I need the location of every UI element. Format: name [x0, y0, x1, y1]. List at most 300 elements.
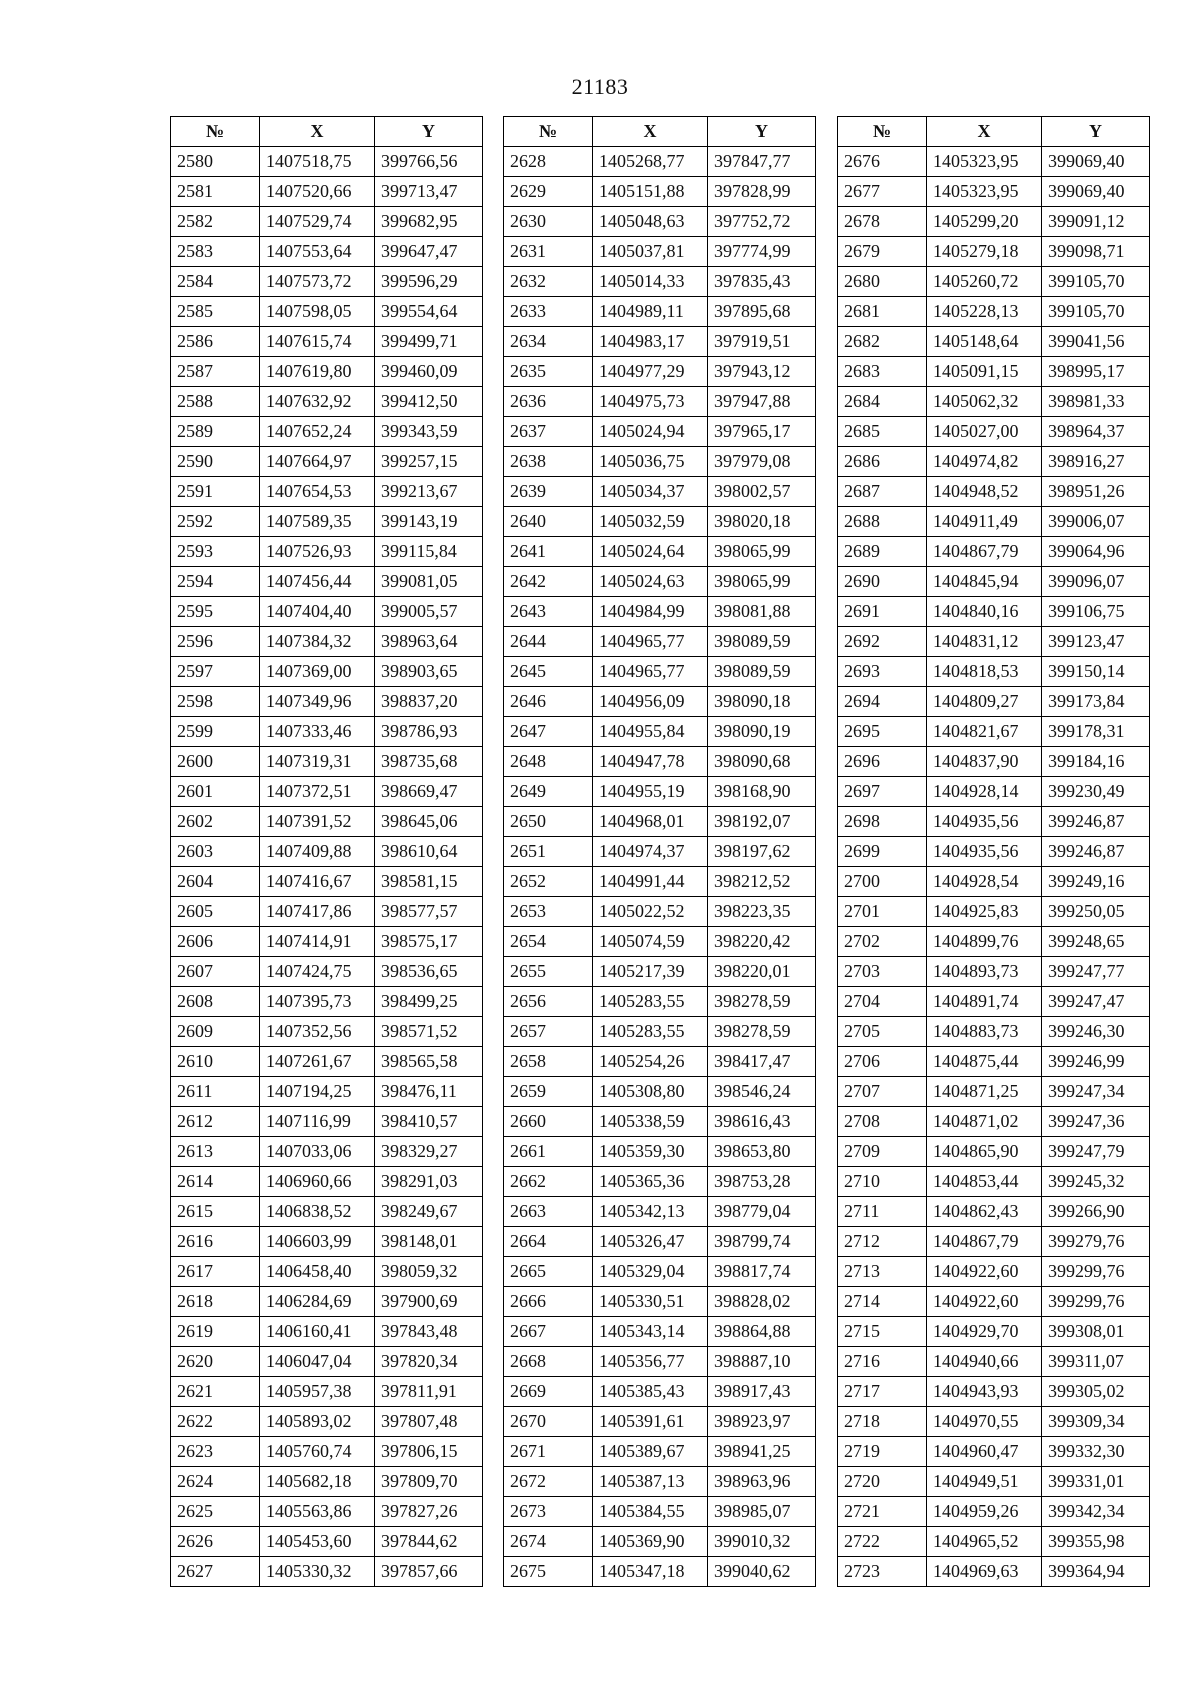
cell-x: 1405389,67 [593, 1437, 708, 1467]
table-row [838, 147, 1150, 177]
cell-num: 2615 [171, 1197, 260, 1227]
cell-x: 1407372,51 [260, 777, 375, 807]
cell-y: 397943,12 [708, 357, 816, 387]
cell-y: 397843,48 [375, 1317, 483, 1347]
cell-y: 399266,90 [1042, 1197, 1150, 1227]
table-row [838, 1047, 1150, 1077]
cell-y: 398916,27 [1042, 447, 1150, 477]
table-row [838, 1317, 1150, 1347]
cell-num: 2669 [504, 1377, 593, 1407]
table-row [171, 1227, 483, 1257]
cell-y: 398575,17 [375, 927, 483, 957]
cell-num: 2674 [504, 1527, 593, 1557]
cell-x: 1405228,13 [927, 297, 1042, 327]
table-row [171, 1527, 483, 1557]
table-row [504, 1557, 816, 1587]
table-row [838, 807, 1150, 837]
header-x: X [260, 117, 375, 147]
cell-num: 2606 [171, 927, 260, 957]
table-row [838, 297, 1150, 327]
cell-num: 2641 [504, 537, 593, 567]
table-row [838, 927, 1150, 957]
cell-y: 398089,59 [708, 627, 816, 657]
cell-num: 2713 [838, 1257, 927, 1287]
cell-num: 2622 [171, 1407, 260, 1437]
table-row [504, 987, 816, 1017]
cell-x: 1407033,06 [260, 1137, 375, 1167]
table-row [504, 1167, 816, 1197]
table-row [838, 687, 1150, 717]
cell-x: 1404929,70 [927, 1317, 1042, 1347]
cell-num: 2683 [838, 357, 927, 387]
cell-y: 398963,64 [375, 627, 483, 657]
cell-num: 2616 [171, 1227, 260, 1257]
cell-x: 1404940,66 [927, 1347, 1042, 1377]
cell-num: 2642 [504, 567, 593, 597]
cell-num: 2634 [504, 327, 593, 357]
cell-num: 2613 [171, 1137, 260, 1167]
cell-y: 399250,05 [1042, 897, 1150, 927]
cell-x: 1404865,90 [927, 1137, 1042, 1167]
cell-y: 398581,15 [375, 867, 483, 897]
table-row [171, 357, 483, 387]
cell-num: 2665 [504, 1257, 593, 1287]
cell-x: 1405385,43 [593, 1377, 708, 1407]
cell-y: 398864,88 [708, 1317, 816, 1347]
cell-num: 2682 [838, 327, 927, 357]
cell-x: 1404977,29 [593, 357, 708, 387]
table-row [838, 1407, 1150, 1437]
cell-num: 2609 [171, 1017, 260, 1047]
cell-num: 2617 [171, 1257, 260, 1287]
table-row [171, 1197, 483, 1227]
cell-num: 2676 [838, 147, 927, 177]
table-row [838, 1287, 1150, 1317]
cell-y: 399308,01 [1042, 1317, 1150, 1347]
cell-x: 1407369,00 [260, 657, 375, 687]
cell-x: 1404928,14 [927, 777, 1042, 807]
table-row [171, 627, 483, 657]
cell-y: 399460,09 [375, 357, 483, 387]
cell-x: 1405014,33 [593, 267, 708, 297]
cell-num: 2685 [838, 417, 927, 447]
cell-y: 399246,99 [1042, 1047, 1150, 1077]
cell-x: 1405365,36 [593, 1167, 708, 1197]
table-row [171, 717, 483, 747]
cell-y: 399247,34 [1042, 1077, 1150, 1107]
cell-num: 2658 [504, 1047, 593, 1077]
cell-num: 2608 [171, 987, 260, 1017]
cell-num: 2720 [838, 1467, 927, 1497]
cell-y: 398799,74 [708, 1227, 816, 1257]
cell-y: 398220,01 [708, 957, 816, 987]
table-row [838, 1377, 1150, 1407]
table-row [504, 687, 816, 717]
cell-num: 2664 [504, 1227, 593, 1257]
table-row [504, 207, 816, 237]
cell-y: 398278,59 [708, 987, 816, 1017]
cell-y: 399299,76 [1042, 1257, 1150, 1287]
cell-y: 398499,25 [375, 987, 483, 1017]
cell-x: 1405299,20 [927, 207, 1042, 237]
cell-num: 2600 [171, 747, 260, 777]
cell-num: 2643 [504, 597, 593, 627]
cell-num: 2710 [838, 1167, 927, 1197]
table-row [171, 1167, 483, 1197]
cell-x: 1404960,47 [927, 1437, 1042, 1467]
cell-x: 1404831,12 [927, 627, 1042, 657]
cell-x: 1404955,19 [593, 777, 708, 807]
table-row [838, 837, 1150, 867]
cell-x: 1405148,64 [927, 327, 1042, 357]
cell-x: 1404984,99 [593, 597, 708, 627]
cell-x: 1404821,67 [927, 717, 1042, 747]
cell-x: 1405048,63 [593, 207, 708, 237]
table-row [171, 1257, 483, 1287]
cell-num: 2598 [171, 687, 260, 717]
cell-x: 1405034,37 [593, 477, 708, 507]
cell-x: 1406838,52 [260, 1197, 375, 1227]
table-row [504, 837, 816, 867]
cell-y: 399184,16 [1042, 747, 1150, 777]
cell-num: 2603 [171, 837, 260, 867]
cell-num: 2631 [504, 237, 593, 267]
table-row [171, 447, 483, 477]
cell-x: 1404893,73 [927, 957, 1042, 987]
cell-num: 2679 [838, 237, 927, 267]
table-row [171, 1077, 483, 1107]
table-row [504, 447, 816, 477]
table-row [838, 387, 1150, 417]
cell-x: 1404965,77 [593, 627, 708, 657]
cell-y: 397895,68 [708, 297, 816, 327]
cell-num: 2698 [838, 807, 927, 837]
cell-y: 398223,35 [708, 897, 816, 927]
table-row [171, 957, 483, 987]
cell-y: 399249,16 [1042, 867, 1150, 897]
cell-y: 398291,03 [375, 1167, 483, 1197]
cell-y: 398828,02 [708, 1287, 816, 1317]
cell-x: 1407416,67 [260, 867, 375, 897]
cell-x: 1404911,49 [927, 507, 1042, 537]
table-row [504, 717, 816, 747]
cell-y: 398817,74 [708, 1257, 816, 1287]
cell-y: 397844,62 [375, 1527, 483, 1557]
cell-num: 2625 [171, 1497, 260, 1527]
table-row [504, 327, 816, 357]
table-row [171, 237, 483, 267]
cell-y: 399246,30 [1042, 1017, 1150, 1047]
cell-num: 2659 [504, 1077, 593, 1107]
cell-y: 398963,96 [708, 1467, 816, 1497]
cell-y: 398645,06 [375, 807, 483, 837]
table-row [171, 297, 483, 327]
table-row [171, 597, 483, 627]
cell-y: 398981,33 [1042, 387, 1150, 417]
table-row [171, 1017, 483, 1047]
cell-x: 1404983,17 [593, 327, 708, 357]
header-y: Y [1042, 117, 1150, 147]
cell-y: 398220,42 [708, 927, 816, 957]
table-row [171, 657, 483, 687]
cell-num: 2689 [838, 537, 927, 567]
table-row [838, 627, 1150, 657]
table-row [171, 1437, 483, 1467]
cell-num: 2680 [838, 267, 927, 297]
cell-y: 399096,07 [1042, 567, 1150, 597]
table-row [504, 177, 816, 207]
cell-y: 399005,57 [375, 597, 483, 627]
table-row [171, 1047, 483, 1077]
cell-x: 1407654,53 [260, 477, 375, 507]
cell-num: 2584 [171, 267, 260, 297]
cell-y: 398090,19 [708, 717, 816, 747]
cell-y: 398985,07 [708, 1497, 816, 1527]
cell-x: 1405036,75 [593, 447, 708, 477]
cell-y: 399173,84 [1042, 687, 1150, 717]
cell-y: 397820,34 [375, 1347, 483, 1377]
table-row [838, 867, 1150, 897]
cell-num: 2626 [171, 1527, 260, 1557]
cell-num: 2590 [171, 447, 260, 477]
table-row [504, 1257, 816, 1287]
cell-num: 2687 [838, 477, 927, 507]
cell-x: 1405957,38 [260, 1377, 375, 1407]
cell-y: 399150,14 [1042, 657, 1150, 687]
cell-y: 399355,98 [1042, 1527, 1150, 1557]
cell-num: 2649 [504, 777, 593, 807]
cell-num: 2583 [171, 237, 260, 267]
table-row [171, 987, 483, 1017]
cell-y: 399091,12 [1042, 207, 1150, 237]
cell-num: 2721 [838, 1497, 927, 1527]
cell-num: 2694 [838, 687, 927, 717]
header-x: X [593, 117, 708, 147]
cell-x: 1405062,32 [927, 387, 1042, 417]
cell-y: 399010,32 [708, 1527, 816, 1557]
cell-x: 1405453,60 [260, 1527, 375, 1557]
table-row [504, 927, 816, 957]
cell-x: 1407619,80 [260, 357, 375, 387]
cell-x: 1407664,97 [260, 447, 375, 477]
cell-y: 399332,30 [1042, 1437, 1150, 1467]
cell-x: 1404969,63 [927, 1557, 1042, 1587]
cell-num: 2624 [171, 1467, 260, 1497]
cell-num: 2607 [171, 957, 260, 987]
cell-y: 398837,20 [375, 687, 483, 717]
table-row [504, 747, 816, 777]
cell-y: 398059,32 [375, 1257, 483, 1287]
cell-num: 2645 [504, 657, 593, 687]
cell-num: 2662 [504, 1167, 593, 1197]
cell-y: 399069,40 [1042, 147, 1150, 177]
cell-x: 1407632,92 [260, 387, 375, 417]
cell-y: 397947,88 [708, 387, 816, 417]
table-row [171, 1377, 483, 1407]
cell-y: 398417,47 [708, 1047, 816, 1077]
cell-x: 1405037,81 [593, 237, 708, 267]
cell-num: 2587 [171, 357, 260, 387]
table-row [838, 357, 1150, 387]
table-row [838, 1017, 1150, 1047]
cell-y: 399006,07 [1042, 507, 1150, 537]
table-row [504, 537, 816, 567]
cell-y: 399309,34 [1042, 1407, 1150, 1437]
cell-num: 2610 [171, 1047, 260, 1077]
cell-y: 398065,99 [708, 567, 816, 597]
cell-y: 399647,47 [375, 237, 483, 267]
cell-x: 1407526,93 [260, 537, 375, 567]
cell-x: 1406047,04 [260, 1347, 375, 1377]
cell-x: 1407424,75 [260, 957, 375, 987]
cell-x: 1405027,00 [927, 417, 1042, 447]
cell-y: 399247,79 [1042, 1137, 1150, 1167]
cell-y: 399247,77 [1042, 957, 1150, 987]
cell-y: 397965,17 [708, 417, 816, 447]
page-number: 21183 [571, 74, 629, 99]
cell-y: 398410,57 [375, 1107, 483, 1137]
cell-y: 398212,52 [708, 867, 816, 897]
table-row [504, 1077, 816, 1107]
cell-num: 2670 [504, 1407, 593, 1437]
cell-num: 2591 [171, 477, 260, 507]
coordinates-table-3 [837, 116, 1150, 1587]
cell-num: 2652 [504, 867, 593, 897]
table-row [504, 1137, 816, 1167]
cell-y: 397919,51 [708, 327, 816, 357]
table-row [504, 1497, 816, 1527]
table-row [838, 447, 1150, 477]
cell-x: 1405024,64 [593, 537, 708, 567]
cell-num: 2708 [838, 1107, 927, 1137]
cell-num: 2692 [838, 627, 927, 657]
cell-num: 2709 [838, 1137, 927, 1167]
cell-y: 399123,47 [1042, 627, 1150, 657]
table-row [838, 1347, 1150, 1377]
table-row [171, 1347, 483, 1377]
table-row [171, 1287, 483, 1317]
table-row [504, 1197, 816, 1227]
cell-x: 1404959,26 [927, 1497, 1042, 1527]
cell-num: 2663 [504, 1197, 593, 1227]
table-row [838, 1527, 1150, 1557]
cell-num: 2644 [504, 627, 593, 657]
cell-num: 2611 [171, 1077, 260, 1107]
table-row [838, 1467, 1150, 1497]
cell-y: 399245,32 [1042, 1167, 1150, 1197]
cell-x: 1405326,47 [593, 1227, 708, 1257]
cell-num: 2612 [171, 1107, 260, 1137]
cell-num: 2722 [838, 1527, 927, 1557]
cell-x: 1407553,64 [260, 237, 375, 267]
cell-y: 399247,47 [1042, 987, 1150, 1017]
cell-y: 397752,72 [708, 207, 816, 237]
cell-num: 2654 [504, 927, 593, 957]
cell-x: 1405338,59 [593, 1107, 708, 1137]
cell-y: 398002,57 [708, 477, 816, 507]
table-row [838, 1107, 1150, 1137]
cell-y: 398020,18 [708, 507, 816, 537]
cell-x: 1404965,77 [593, 657, 708, 687]
cell-num: 2651 [504, 837, 593, 867]
cell-x: 1404875,44 [927, 1047, 1042, 1077]
table-row [504, 627, 816, 657]
cell-y: 398565,58 [375, 1047, 483, 1077]
cell-num: 2718 [838, 1407, 927, 1437]
cell-y: 397900,69 [375, 1287, 483, 1317]
cell-num: 2618 [171, 1287, 260, 1317]
cell-y: 398168,90 [708, 777, 816, 807]
cell-num: 2601 [171, 777, 260, 807]
cell-y: 397774,99 [708, 237, 816, 267]
table-row [838, 327, 1150, 357]
cell-x: 1406284,69 [260, 1287, 375, 1317]
cell-y: 399279,76 [1042, 1227, 1150, 1257]
cell-num: 2635 [504, 357, 593, 387]
table-row [504, 657, 816, 687]
cell-x: 1405323,95 [927, 147, 1042, 177]
cell-y: 398089,59 [708, 657, 816, 687]
table-row [504, 807, 816, 837]
cell-num: 2667 [504, 1317, 593, 1347]
cell-y: 398786,93 [375, 717, 483, 747]
cell-x: 1405151,88 [593, 177, 708, 207]
cell-y: 398571,52 [375, 1017, 483, 1047]
cell-x: 1405343,14 [593, 1317, 708, 1347]
table-row [171, 327, 483, 357]
table-row [504, 1047, 816, 1077]
cell-x: 1407520,66 [260, 177, 375, 207]
cell-x: 1404970,55 [927, 1407, 1042, 1437]
cell-x: 1406160,41 [260, 1317, 375, 1347]
cell-y: 399342,34 [1042, 1497, 1150, 1527]
cell-x: 1405563,86 [260, 1497, 375, 1527]
cell-x: 1407414,91 [260, 927, 375, 957]
cell-num: 2596 [171, 627, 260, 657]
cell-x: 1407384,32 [260, 627, 375, 657]
cell-x: 1404948,52 [927, 477, 1042, 507]
table-row [171, 897, 483, 927]
cell-num: 2621 [171, 1377, 260, 1407]
table-row [171, 477, 483, 507]
table-row [838, 1557, 1150, 1587]
cell-num: 2605 [171, 897, 260, 927]
header-y: Y [375, 117, 483, 147]
cell-y: 398546,24 [708, 1077, 816, 1107]
cell-num: 2629 [504, 177, 593, 207]
cell-num: 2619 [171, 1317, 260, 1347]
cell-y: 399554,64 [375, 297, 483, 327]
table-row [504, 957, 816, 987]
cell-y: 398669,47 [375, 777, 483, 807]
cell-num: 2614 [171, 1167, 260, 1197]
cell-y: 398476,11 [375, 1077, 483, 1107]
cell-x: 1404943,93 [927, 1377, 1042, 1407]
table-row [171, 1467, 483, 1497]
table-row [838, 897, 1150, 927]
cell-x: 1405323,95 [927, 177, 1042, 207]
cell-y: 398090,18 [708, 687, 816, 717]
cell-x: 1405384,55 [593, 1497, 708, 1527]
cell-num: 2640 [504, 507, 593, 537]
table-row [504, 1377, 816, 1407]
cell-num: 2672 [504, 1467, 593, 1497]
cell-y: 397847,77 [708, 147, 816, 177]
table-row [504, 1317, 816, 1347]
table-row [838, 1137, 1150, 1167]
table-row [171, 567, 483, 597]
cell-y: 398081,88 [708, 597, 816, 627]
